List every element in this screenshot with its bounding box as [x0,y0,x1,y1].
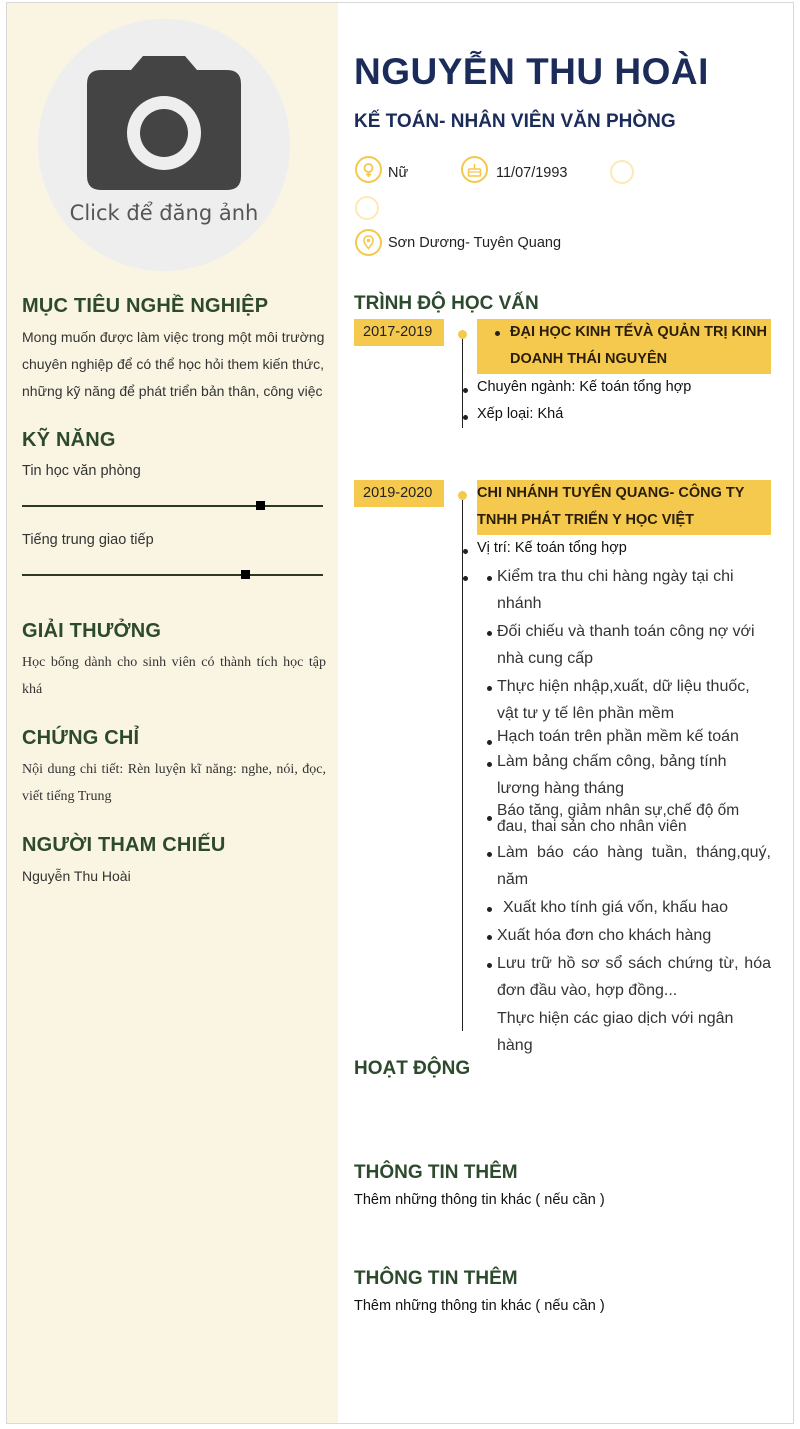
work-task: Thực hiện nhập,xuất, dữ liệu thuốc, vật tư y tế lên phần mềm [497,678,750,722]
education-title: TRÌNH ĐỘ HỌC VẤN [354,293,539,314]
work-task: Hạch toán trên phần mềm kế toán [497,728,739,745]
photo-upload[interactable] [38,19,290,271]
work-task: Lưu trữ hồ sơ sổ sách chứng từ, hóa đơn đầu vào, hợp đồng... [497,955,771,999]
bullet [487,762,492,767]
certificates-title: CHỨNG CHỈ [22,727,140,749]
main-content [338,3,793,1423]
awards-text: Học bổng dành cho sinh viên có thành tích học tập khá [22,655,326,697]
work-company [477,480,771,535]
bullet [463,388,468,393]
work-task: Làm bảng chấm công, bảng tính lương hàng tháng [497,753,727,797]
bullet [487,816,492,821]
bullet [495,331,500,336]
edu-school [477,319,771,374]
edu-grade: Xếp loại: Khá [477,406,564,422]
bullet [487,686,492,691]
bullet [487,740,492,745]
references-title: NGƯỜI THAM CHIẾU [22,834,226,856]
work-task: Thực hiện các giao dịch với ngân hàng [497,1010,734,1054]
bullet [487,576,492,581]
camera-icon [87,56,241,190]
objective-line: Mong muốn được làm việc trong một môi trường [22,329,325,345]
edu-major: Chuyên ngành: Kế toán tổng hợp [477,379,692,395]
edu-years: 2017-2019 [354,319,444,346]
bullet [463,549,468,554]
objective-line: chuyên nghiệp để có thể học hỏi them kiến thức, [22,356,325,372]
work-position: Vị trí: Kế toán tổng hợp [477,540,627,556]
gender-value: Nữ [388,165,409,181]
extra-info-text: Thêm những thông tin khác ( nếu cần ) [354,1298,605,1314]
extra-info-text: Thêm những thông tin khác ( nếu cần ) [354,1192,605,1208]
work-company-line: TNHH PHÁT TRIỂN Y HỌC VIỆT [477,512,694,528]
work-task: Xuất kho tính giá vốn, khấu hao [503,899,729,916]
references-text: Nguyễn Thu Hoài [22,868,131,884]
certificates-text: Nội dung chi tiết: Rèn luyện kĩ năng: nghe, nói, đọc, viết tiếng Trung [22,762,326,804]
skill-bar [22,505,323,507]
edu-school-line: DOANH THÁI NGUYÊN [510,351,668,367]
work-task: Làm báo cáo hàng tuần, tháng,quý, năm [497,844,771,888]
sidebar [7,3,338,1423]
skill-bar [22,574,323,576]
awards-title: GIẢI THƯỞNG [22,620,162,642]
extra-info-title: THÔNG TIN THÊM [354,1162,518,1183]
skills-title: KỸ NĂNG [22,429,116,451]
timeline-line [462,491,463,1031]
bullet [463,576,468,581]
birthday-value: 11/07/1993 [496,165,568,181]
work-years: 2019-2020 [354,480,444,507]
bullet [487,852,492,857]
objective-line: những kỹ năng để phát triển bản thân, công việc [22,383,323,399]
candidate-name: NGUYỄN THU HOÀI [354,51,709,92]
skill-knob[interactable] [241,570,250,579]
bullet [487,631,492,636]
work-task: Kiểm tra thu chi hàng ngày tại chi nhánh [497,568,734,612]
work-task: Xuất hóa đơn cho khách hàng [497,927,712,944]
activities-title: HOẠT ĐỘNG [354,1058,471,1079]
job-title: KẾ TOÁN- NHÂN VIÊN VĂN PHÒNG [354,111,676,132]
bullet [487,907,492,912]
skill-name: Tiếng trung giao tiếp [22,532,154,548]
skill-knob[interactable] [256,501,265,510]
skill-name: Tin học văn phòng [22,463,141,479]
work-task: Đối chiếu và thanh toán công nợ với nhà cung cấp [497,623,755,667]
birthday-cake-icon [461,156,488,183]
bullet [487,963,492,968]
bullet [487,935,492,940]
extra-info-title: THÔNG TIN THÊM [354,1268,518,1289]
address-value: Sơn Dương- Tuyên Quang [388,235,562,251]
gender-icon [355,156,382,183]
cv-page [6,2,794,1424]
location-map-icon [355,229,382,256]
phone-icon [610,160,634,184]
objective-text [22,324,326,405]
email-icon [355,196,379,220]
edu-school-line: ĐẠI HỌC KINH TẾVÀ QUẢN TRỊ KINH [510,324,767,340]
work-company-line: CHI NHÁNH TUYÊN QUANG- CÔNG TY [477,485,745,501]
objective-title: MỤC TIÊU NGHỀ NGHIỆP [22,295,269,317]
bullet [463,415,468,420]
photo-upload-label: Click để đăng ảnh [69,201,259,225]
work-task: Báo tăng, giảm nhân sự,chế độ ốm đau, thai sản cho nhân viên [497,802,740,835]
timeline-dot [458,491,467,500]
timeline-dot [458,330,467,339]
timeline-line [462,330,463,428]
